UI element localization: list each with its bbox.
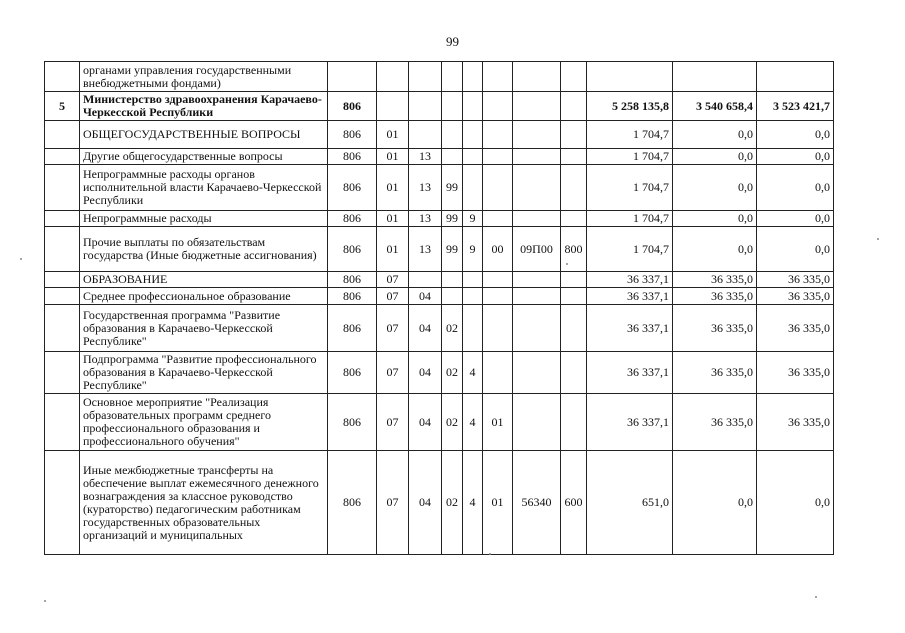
expense-type-cell — [561, 121, 587, 149]
target-code-cell: 9 — [463, 227, 483, 272]
department-code-cell: 806 — [328, 451, 377, 555]
name-cell: Основное мероприятие "Реализация образовательных программ среднего профессионального образования и профессионального обучения" — [80, 394, 328, 451]
expense-type-cell — [561, 149, 587, 165]
amount-year1-cell: 1 704,7 — [587, 227, 673, 272]
target-code-cell — [463, 165, 483, 211]
amount-year3-cell: 0,0 — [757, 451, 834, 555]
target-code-cell: 99 — [442, 227, 463, 272]
amount-year3-cell: 0,0 — [757, 149, 834, 165]
amount-year3-cell: 0,0 — [757, 227, 834, 272]
amount-year2-cell: 0,0 — [673, 165, 757, 211]
target-code-cell: 01 — [483, 394, 513, 451]
target-code-cell — [483, 352, 513, 394]
section-code-cell: 01 — [377, 165, 409, 211]
amount-year1-cell: 36 337,1 — [587, 394, 673, 451]
target-code-cell: 56340 — [513, 451, 561, 555]
department-code-cell: 806 — [328, 227, 377, 272]
expense-type-cell: 800 — [561, 227, 587, 272]
section-code-cell: 01 — [377, 149, 409, 165]
amount-year1-cell: 651,0 — [587, 451, 673, 555]
table-row — [45, 394, 834, 451]
table-row — [45, 149, 834, 165]
scan-speck — [877, 238, 879, 240]
department-code-cell: 806 — [328, 305, 377, 352]
scan-speck — [20, 258, 22, 260]
department-code-cell: 806 — [328, 288, 377, 305]
name-cell: Другие общегосударственные вопросы — [80, 149, 328, 165]
target-code-cell: 02 — [442, 451, 463, 555]
amount-year2-cell: 36 335,0 — [673, 352, 757, 394]
subsection-code-cell: 04 — [409, 305, 442, 352]
section-code-cell: 07 — [377, 272, 409, 288]
target-code-cell — [442, 92, 463, 121]
page-number: 99 — [446, 34, 459, 49]
expense-type-cell — [561, 165, 587, 211]
name-cell: Непрограммные расходы — [80, 211, 328, 227]
department-code-cell: 806 — [328, 149, 377, 165]
section-code-cell: 01 — [377, 211, 409, 227]
target-code-cell: 01 — [483, 451, 513, 555]
department-code-cell — [328, 62, 377, 92]
amount-year2-cell: 0,0 — [673, 211, 757, 227]
target-code-cell — [483, 211, 513, 227]
amount-year2-cell: 0,0 — [673, 149, 757, 165]
department-code-cell: 806 — [328, 394, 377, 451]
target-code-cell — [513, 121, 561, 149]
amount-year3-cell: 36 335,0 — [757, 288, 834, 305]
target-code-cell: 9 — [463, 211, 483, 227]
subsection-code-cell: 04 — [409, 451, 442, 555]
subsection-code-cell: 04 — [409, 394, 442, 451]
section-code-cell: 07 — [377, 394, 409, 451]
row-number-cell — [45, 149, 80, 165]
name-cell: Среднее профессиональное образование — [80, 288, 328, 305]
amount-year2-cell: 3 540 658,4 — [673, 92, 757, 121]
department-code-cell: 806 — [328, 121, 377, 149]
table-row — [45, 165, 834, 211]
target-code-cell — [483, 62, 513, 92]
target-code-cell — [513, 305, 561, 352]
expense-type-cell — [561, 288, 587, 305]
section-code-cell: 01 — [377, 227, 409, 272]
amount-year1-cell: 36 337,1 — [587, 352, 673, 394]
expense-type-cell — [561, 394, 587, 451]
amount-year3-cell: 36 335,0 — [757, 272, 834, 288]
expense-type-cell: 600 — [561, 451, 587, 555]
amount-year3-cell: 0,0 — [757, 121, 834, 149]
amount-year2-cell: 36 335,0 — [673, 272, 757, 288]
expense-type-cell — [561, 92, 587, 121]
amount-year1-cell: 1 704,7 — [587, 149, 673, 165]
department-code-cell: 806 — [328, 92, 377, 121]
amount-year1-cell: 1 704,7 — [587, 165, 673, 211]
name-cell: ОБРАЗОВАНИЕ — [80, 272, 328, 288]
row-number-cell — [45, 288, 80, 305]
amount-year3-cell: 3 523 421,7 — [757, 92, 834, 121]
amount-year1-cell: 1 704,7 — [587, 121, 673, 149]
target-code-cell: 4 — [463, 451, 483, 555]
target-code-cell — [463, 272, 483, 288]
row-number-cell — [45, 394, 80, 451]
subsection-code-cell: 04 — [409, 288, 442, 305]
amount-year3-cell: 36 335,0 — [757, 305, 834, 352]
target-code-cell — [513, 288, 561, 305]
subsection-code-cell — [409, 62, 442, 92]
name-cell: Иные межбюджетные трансферты на обеспечение выплат ежемесячного денежного вознаграждения за классное руководство (кураторство) педагогическим работникам государственных образовательных организаций и муниципальных — [80, 451, 328, 555]
subsection-code-cell — [409, 272, 442, 288]
department-code-cell: 806 — [328, 211, 377, 227]
target-code-cell — [442, 288, 463, 305]
name-cell: Министерство здравоохранения Карачаево-Черкесской Республики — [80, 92, 328, 121]
target-code-cell: 02 — [442, 305, 463, 352]
target-code-cell — [483, 149, 513, 165]
table-body — [45, 62, 834, 555]
scan-speck — [489, 553, 491, 555]
scan-speck — [566, 263, 568, 265]
target-code-cell: 02 — [442, 394, 463, 451]
amount-year2-cell: 36 335,0 — [673, 394, 757, 451]
target-code-cell — [513, 352, 561, 394]
target-code-cell — [513, 394, 561, 451]
expense-type-cell — [561, 62, 587, 92]
amount-year3-cell: 0,0 — [757, 165, 834, 211]
amount-year2-cell: 0,0 — [673, 451, 757, 555]
target-code-cell — [513, 211, 561, 227]
name-cell: Непрограммные расходы органов исполнительной власти Карачаево-Черкесской Республики — [80, 165, 328, 211]
name-cell: Государственная программа "Развитие образования в Карачаево-Черкесской Республике" — [80, 305, 328, 352]
target-code-cell: 02 — [442, 352, 463, 394]
table-row — [45, 305, 834, 352]
table-row — [45, 451, 834, 555]
target-code-cell — [442, 149, 463, 165]
target-code-cell — [483, 288, 513, 305]
amount-year1-cell: 5 258 135,8 — [587, 92, 673, 121]
target-code-cell: 4 — [463, 352, 483, 394]
target-code-cell — [513, 272, 561, 288]
department-code-cell: 806 — [328, 352, 377, 394]
target-code-cell — [483, 165, 513, 211]
target-code-cell — [463, 121, 483, 149]
subsection-code-cell: 04 — [409, 352, 442, 394]
budget-table — [44, 61, 834, 555]
table-row — [45, 62, 834, 92]
subsection-code-cell: 13 — [409, 211, 442, 227]
department-code-cell: 806 — [328, 165, 377, 211]
target-code-cell — [513, 62, 561, 92]
subsection-code-cell — [409, 92, 442, 121]
expense-type-cell — [561, 211, 587, 227]
department-code-cell: 806 — [328, 272, 377, 288]
target-code-cell — [483, 305, 513, 352]
target-code-cell — [513, 165, 561, 211]
amount-year2-cell: 36 335,0 — [673, 288, 757, 305]
subsection-code-cell — [409, 121, 442, 149]
row-number-cell — [45, 227, 80, 272]
table-row — [45, 227, 834, 272]
name-cell: органами управления государственными внебюджетными фондами) — [80, 62, 328, 92]
target-code-cell: 09П00 — [513, 227, 561, 272]
section-code-cell: 07 — [377, 451, 409, 555]
amount-year3-cell — [757, 62, 834, 92]
section-code-cell — [377, 92, 409, 121]
table-row — [45, 211, 834, 227]
amount-year1-cell: 1 704,7 — [587, 211, 673, 227]
target-code-cell — [513, 149, 561, 165]
table-row — [45, 272, 834, 288]
row-number-cell — [45, 272, 80, 288]
row-number-cell — [45, 352, 80, 394]
section-code-cell: 07 — [377, 352, 409, 394]
expense-type-cell — [561, 352, 587, 394]
target-code-cell — [442, 62, 463, 92]
target-code-cell — [483, 121, 513, 149]
subsection-code-cell: 13 — [409, 165, 442, 211]
row-number-cell — [45, 165, 80, 211]
section-code-cell: 01 — [377, 121, 409, 149]
amount-year2-cell: 0,0 — [673, 227, 757, 272]
name-cell: ОБЩЕГОСУДАРСТВЕННЫЕ ВОПРОСЫ — [80, 121, 328, 149]
scan-speck — [44, 600, 46, 602]
amount-year3-cell: 36 335,0 — [757, 352, 834, 394]
row-number-cell — [45, 211, 80, 227]
target-code-cell — [442, 121, 463, 149]
expense-type-cell — [561, 305, 587, 352]
target-code-cell — [442, 272, 463, 288]
table-row — [45, 352, 834, 394]
subsection-code-cell: 13 — [409, 227, 442, 272]
target-code-cell — [463, 305, 483, 352]
row-number-cell — [45, 62, 80, 92]
target-code-cell — [483, 92, 513, 121]
amount-year1-cell: 36 337,1 — [587, 288, 673, 305]
scan-speck — [815, 596, 817, 598]
name-cell: Прочие выплаты по обязательствам государства (Иные бюджетные ассигнования) — [80, 227, 328, 272]
target-code-cell — [513, 92, 561, 121]
row-number-cell — [45, 121, 80, 149]
row-number-cell: 5 — [45, 92, 80, 121]
section-code-cell — [377, 62, 409, 92]
target-code-cell — [463, 149, 483, 165]
row-number-cell — [45, 305, 80, 352]
table-row — [45, 288, 834, 305]
target-code-cell — [463, 288, 483, 305]
row-number-cell — [45, 451, 80, 555]
table-row — [45, 92, 834, 121]
target-code-cell — [463, 92, 483, 121]
amount-year1-cell — [587, 62, 673, 92]
amount-year2-cell — [673, 62, 757, 92]
amount-year2-cell: 0,0 — [673, 121, 757, 149]
section-code-cell: 07 — [377, 288, 409, 305]
section-code-cell: 07 — [377, 305, 409, 352]
amount-year1-cell: 36 337,1 — [587, 272, 673, 288]
table-row — [45, 121, 834, 149]
name-cell: Подпрограмма "Развитие профессионального образования в Карачаево-Черкесской Республике" — [80, 352, 328, 394]
amount-year1-cell: 36 337,1 — [587, 305, 673, 352]
amount-year2-cell: 36 335,0 — [673, 305, 757, 352]
target-code-cell — [463, 62, 483, 92]
target-code-cell — [483, 272, 513, 288]
target-code-cell: 00 — [483, 227, 513, 272]
amount-year3-cell: 36 335,0 — [757, 394, 834, 451]
target-code-cell: 4 — [463, 394, 483, 451]
amount-year3-cell: 0,0 — [757, 211, 834, 227]
expense-type-cell — [561, 272, 587, 288]
target-code-cell: 99 — [442, 165, 463, 211]
target-code-cell: 99 — [442, 211, 463, 227]
subsection-code-cell: 13 — [409, 149, 442, 165]
